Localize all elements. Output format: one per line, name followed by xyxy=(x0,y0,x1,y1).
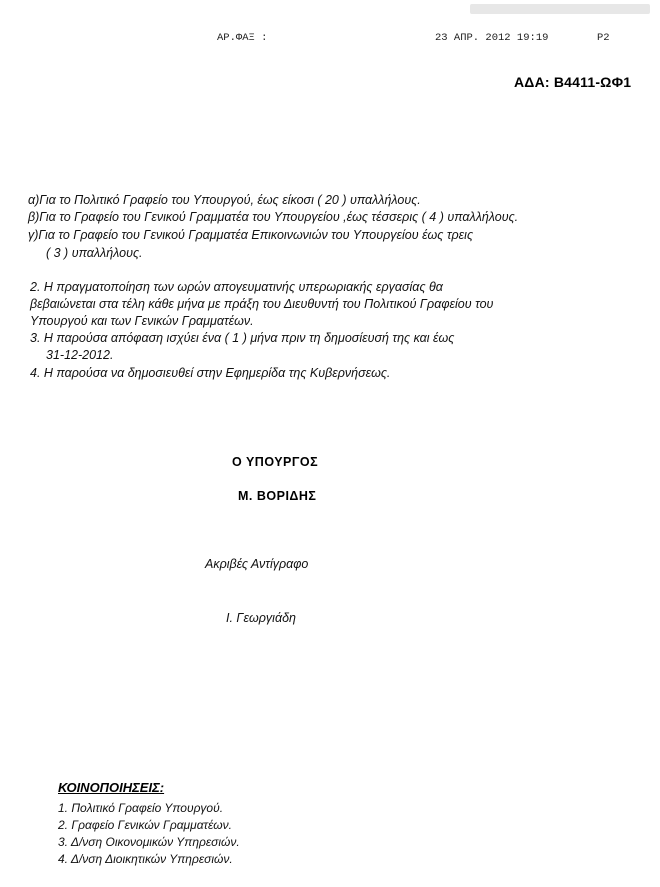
allocation-line-c-cont: ( 3 ) υπαλλήλους. xyxy=(46,246,143,260)
fax-reference: ΑΡ.ΦΑΞ : xyxy=(217,32,268,44)
notification-item: 2. Γραφείο Γενικών Γραμματέων. xyxy=(58,818,232,832)
provision-3-line-2: 31-12-2012. xyxy=(46,348,114,362)
notification-item: 4. Δ/νση Διοικητικών Υπηρεσιών. xyxy=(58,852,233,866)
ada-code: ΑΔΑ: Β4411-ΩΦ1 xyxy=(514,74,632,90)
provision-2-line-2: βεβαιώνεται στα τέλη κάθε μήνα με πράξη του Διευθυντή του Πολιτικού Γραφείου του xyxy=(30,297,494,311)
provision-3-line-1: 3. Η παρούσα απόφαση ισχύει ένα ( 1 ) μήνα πριν τη δημοσίευσή της και έως xyxy=(30,331,455,345)
provision-2-line-3: Υπουργού και των Γενικών Γραμματέων. xyxy=(30,314,254,328)
provision-4: 4. Η παρούσα να δημοσιευθεί στην Εφημερίδα της Κυβερνήσεως. xyxy=(30,366,391,380)
fax-datetime: 23 ΑΠΡ. 2012 19:19 xyxy=(435,32,549,44)
fax-page-number: P2 xyxy=(597,32,610,44)
certified-copy-signer: Ι. Γεωργιάδη xyxy=(226,611,296,625)
signature-name: Μ. ΒΟΡΙΔΗΣ xyxy=(238,489,317,503)
provision-2-line-1: 2. Η πραγματοποίηση των ωρών απογευματινής υπερωριακής εργασίας θα xyxy=(30,280,443,294)
notification-item: 1. Πολιτικό Γραφείο Υπουργού. xyxy=(58,801,224,815)
certified-copy-label: Ακριβές Αντίγραφο xyxy=(205,557,309,571)
allocation-line-c: γ)Για το Γραφείο του Γενικού Γραμματέα Επικοινωνιών του Υπουργείου έως τρεις xyxy=(28,228,474,242)
allocation-line-a: α)Για το Πολιτικό Γραφείο του Υπουργού, έως είκοσι ( 20 ) υπαλλήλους. xyxy=(28,193,421,207)
signature-role: Ο ΥΠΟΥΡΓΟΣ xyxy=(232,455,319,469)
notification-item: 3. Δ/νση Οικονομικών Υπηρεσιών. xyxy=(58,835,240,849)
allocation-line-b: β)Για το Γραφείο του Γενικού Γραμματέα του Υπουργείου ,έως τέσσερις ( 4 ) υπαλλήλους. xyxy=(28,210,519,224)
notifications-title: ΚΟΙΝΟΠΟΙΗΣΕΙΣ: xyxy=(58,780,165,795)
scan-smudge xyxy=(470,4,650,14)
